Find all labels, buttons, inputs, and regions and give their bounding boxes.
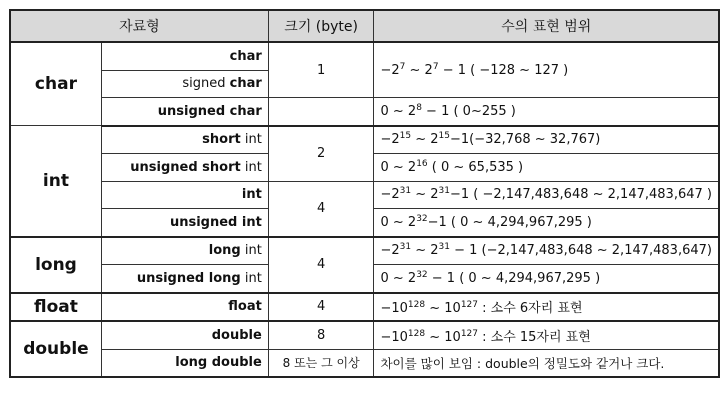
data-type-table-container — [9, 9, 720, 378]
subtype-double: double — [101, 321, 268, 349]
group-char: char — [10, 42, 101, 126]
subtype-float: float — [101, 293, 268, 322]
subtype-char: char — [101, 42, 268, 70]
subtype-unsigned-char: unsigned char — [101, 98, 268, 126]
size-short: 2 — [268, 126, 374, 182]
size-char: 1 — [268, 42, 374, 98]
table-row — [10, 293, 719, 322]
range-float: $-10^{128}$ ~ $10^{127}$ : 소수 6자리 표현 — [374, 293, 719, 322]
group-double: double — [10, 321, 101, 377]
header-range: 수의 표현 범위 — [374, 10, 719, 42]
size-int: 4 — [268, 181, 374, 237]
table-row — [10, 321, 719, 349]
size-double: 8 — [268, 321, 374, 349]
range-unsigned-int: 0 ~ $2^{32}-1$ ( 0 ~ 4,294,967,295 ) — [374, 209, 719, 237]
table-row — [10, 181, 719, 209]
group-float: float — [10, 293, 101, 322]
range-unsigned-char: 0 ~ $2^8 - 1$ ( 0~255 ) — [374, 98, 719, 126]
group-int: int — [10, 126, 101, 237]
range-long-int: $-2^{31}$ ~ $2^{31} - 1$ (−2,147,483,648 ~ 2,147,483,647) — [374, 237, 719, 265]
range-int: $-2^{31}$ ~ $2^{31}-1$ ( −2,147,483,648 ~ 2,147,483,647 ) — [374, 181, 719, 209]
subtype-unsigned-int: unsigned int — [101, 209, 268, 237]
table-row — [10, 237, 719, 265]
subtype-long-int: long int — [101, 237, 268, 265]
subtype-unsigned-long-int: unsigned long int — [101, 265, 268, 293]
subtype-long-double: long double — [101, 349, 268, 377]
size-float: 4 — [268, 293, 374, 322]
size-long: 4 — [268, 237, 374, 293]
size-unsigned-char — [268, 98, 374, 126]
subtype-short-int: short int — [101, 126, 268, 154]
table-row — [10, 98, 719, 126]
subtype-int: int — [101, 181, 268, 209]
header-type: 자료형 — [10, 10, 268, 42]
range-unsigned-short-int: 0 ~ $2^{16}$ ( 0 ~ 65,535 ) — [374, 154, 719, 182]
subtype-unsigned-short-int: unsigned short int — [101, 154, 268, 182]
size-long-double: 8 또는 그 이상 — [268, 349, 374, 377]
subtype-signed-char: signed char — [101, 70, 268, 98]
range-signed-char: $-2^7$ ~ $2^7 - 1$ ( −128 ~ 127 ) — [374, 42, 719, 98]
range-short-int: $-2^{15}$ ~ $2^{15}-1(-32,768$ ~ 32,767) — [374, 126, 719, 154]
data-type-table — [9, 9, 720, 378]
group-long: long — [10, 237, 101, 293]
header-size: 크기 (byte) — [268, 10, 374, 42]
table-row — [10, 42, 719, 70]
table-row — [10, 126, 719, 154]
range-unsigned-long-int: 0 ~ $2^{32} - 1$ ( 0 ~ 4,294,967,295 ) — [374, 265, 719, 293]
header-row — [10, 10, 719, 42]
range-long-double: 차이를 많이 보임 : double의 정밀도와 같거나 크다. — [374, 349, 719, 377]
range-double: $-10^{128}$ ~ $10^{127}$ : 소수 15자리 표현 — [374, 321, 719, 349]
table-row — [10, 349, 719, 377]
